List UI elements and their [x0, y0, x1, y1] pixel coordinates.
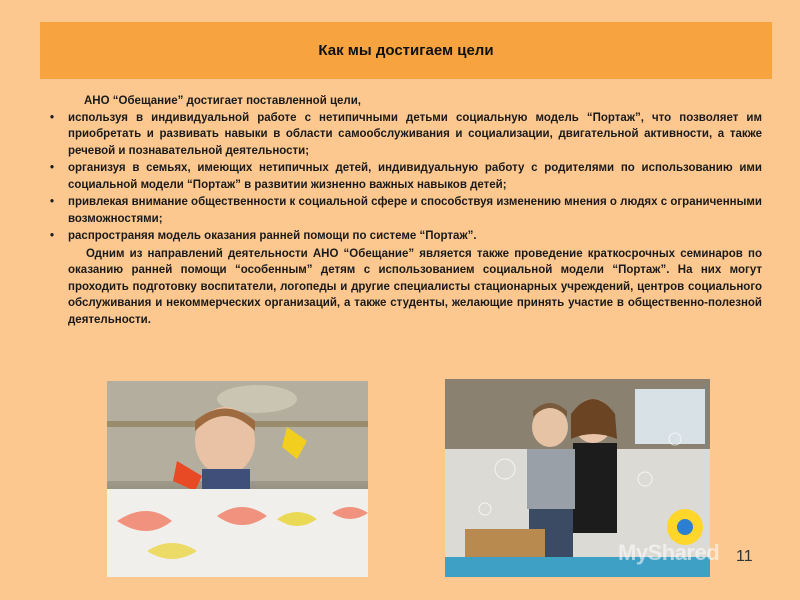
bullet-icon: • [50, 111, 55, 124]
list-item [50, 160, 762, 193]
list-item [50, 194, 762, 227]
bullet-icon: • [50, 162, 55, 174]
photo-child-at-table-illustration [107, 381, 368, 577]
bullet-list [50, 110, 762, 245]
bullet-icon: • [50, 196, 55, 208]
watermark-logo: MyShared [618, 540, 720, 565]
bullet-text: организуя в семьях, имеющих нетипичных детей, индивидуальную работу с родителями по использованию ими социальной модели “Портаж” в развитии жизненно важных навыков детей; [68, 162, 762, 191]
description-paragraph: Одним из направлений деятельности АНО “Обещание” является также проведение краткосрочных семинаров по оказанию ранней помощи “особенным” детям с использованием социальной модели “Портаж”. На них могут проходить подготовку воспитатели, логопеды и другие специалисты стационарных учреждений, центров социального обслуживания и некоммерческих организаций, а также студенты, желающие принять участие в общественно-полезной деятельности. [68, 247, 762, 326]
bullet-text: используя в индивидуальной работе с нетипичными детьми социальную модель “Портаж”, что позволяет им приобретать и развивать навыки в области самообслуживания и социализации, двигательной активности, а также речевой и познавательной деятельности; [68, 111, 762, 157]
bullet-text: привлекая внимание общественности к социальной сфере и способствуя изменению мнения о людях с ограниченными возможностями; [68, 196, 762, 225]
slide-number: 11 [736, 548, 753, 565]
photo-child-at-table [107, 381, 368, 577]
lead-text: АНО “Обещание” достигает поставленной цели, [84, 95, 361, 107]
list-item [50, 110, 762, 160]
list-item [50, 228, 762, 245]
bullet-text: распространяя модель оказания ранней помощи по системе “Портаж”. [68, 230, 477, 242]
slide-title: Как мы достигаем цели [318, 42, 494, 59]
slide-body [50, 93, 762, 328]
slide-title-bar [40, 22, 772, 79]
bullet-icon: • [50, 230, 55, 242]
